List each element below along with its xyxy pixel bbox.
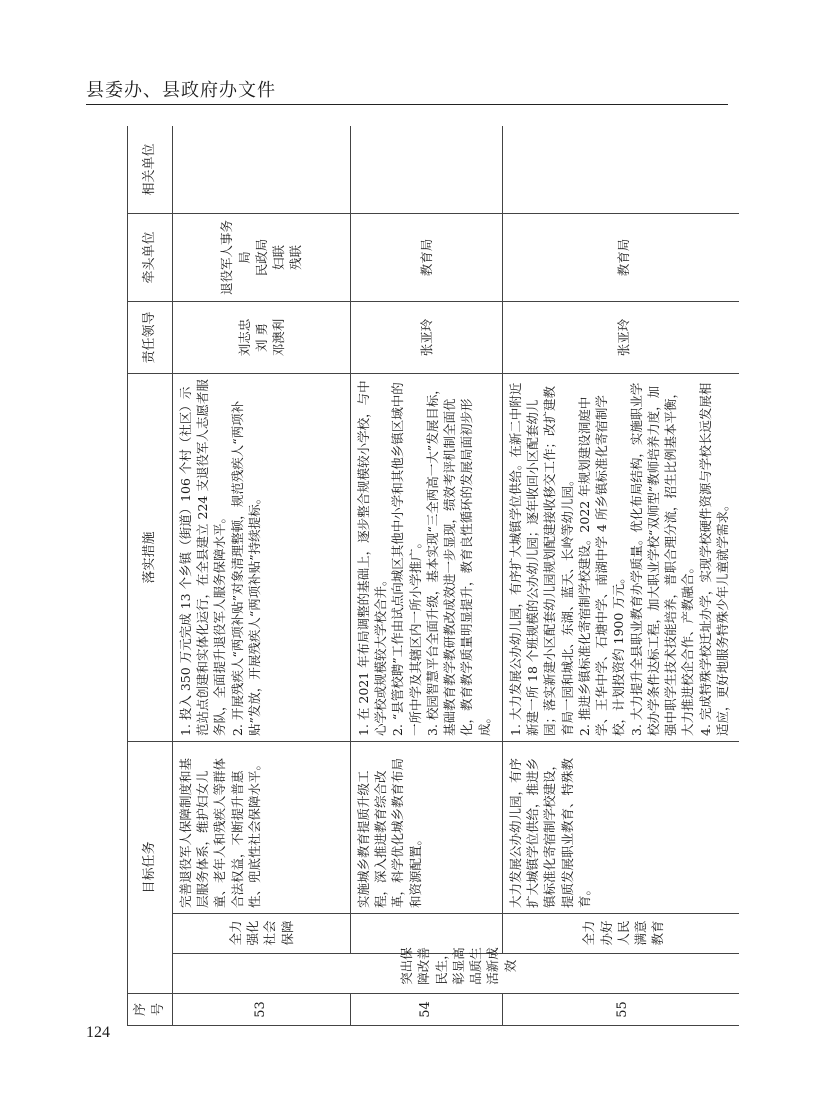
row-lead-unit: 退役军人事务局 民政局 妇联 残联 (172, 213, 350, 301)
header-rule (86, 104, 728, 105)
measure-item: 2. “县管校聘”工作由试点向城区其他中小学和其他乡镇区域中的一所中学及其辖区内一所小学推广。 (390, 382, 423, 736)
row-related (350, 126, 502, 213)
row-category: 全力办好人民满意教育 (502, 914, 739, 954)
header-target: 目标任务 (128, 741, 173, 993)
measure-item: 1. 在 2021 年布局调整的基础上，逐步整合规模较小学校，与中心学校或规模较大学校合并。 (355, 380, 389, 736)
row-measures (350, 373, 502, 741)
row-lead-unit: 教育局 (350, 213, 502, 301)
task-table (127, 126, 739, 1026)
row-measures (172, 373, 350, 741)
row-leader: 刘志忠 刘 勇 邓澳利 (172, 301, 350, 373)
row-measures (502, 373, 739, 741)
row-seq: 53 (172, 994, 350, 1026)
measure-item: 4. 完成特殊学校迁址办学，实现学校硬件资源与学校长远发展相适应，更好地服务特殊少年儿童就学需求。 (697, 382, 730, 736)
table-header-row (128, 126, 173, 1026)
row-leader: 张亚玲 (502, 301, 739, 373)
row-related (172, 126, 350, 213)
table-row (172, 126, 350, 1026)
measure-item: 1. 投入 350 万元完成 13 个乡镇（街道）106 个村（社区）示范站点创建和实体化运行，在全县建立 224 支退役军人志愿者服务队，全面提升退役军人服务保障水平。 (177, 379, 228, 736)
header-lead-unit: 牵头单位 (128, 213, 173, 301)
measure-item: 2. 开展残疾人“两项补贴”对象清理整顿，规范残疾人“两项补贴”发放，开展残疾人“两项补贴”持续提标。 (229, 400, 262, 736)
header-leader: 责任领导 (128, 301, 173, 373)
measure-item: 2. 推进乡镇标准化寄宿制学校建设。2022 年规划建设洞庭中学、王华中学、石塘中学、南湖中学 4 所乡镇标准化寄宿制学校，计划投资约 1900 万元。 (576, 395, 627, 736)
row-seq: 54 (350, 994, 502, 1026)
header-related: 相关单位 (128, 126, 173, 213)
row-seq: 55 (502, 994, 739, 1026)
row-related (502, 126, 739, 213)
table-row (350, 126, 502, 1026)
row-target: 大力发展公办幼儿园，有序扩大城镇学位供给，推进乡镇标准化寄宿制学校建设，提质发展职业教育、特殊教育。 (502, 741, 739, 913)
table-row (502, 126, 739, 1026)
row-target: 实施城乡教育提质升级工程，深入推进教育综合改革，科学优化城乡教育布局和资源配置。 (350, 741, 502, 913)
measure-item: 1. 大力发展公办幼儿园，有序扩大城镇学位供给。在新二中附近新建一所 18 个班规模的公办幼儿园；逐年收回小区配套幼儿园；落实新建小区配套幼儿园规划配建接收移交工作；改扩建教育局一园和城北、东湖、蓝天、长岭等幼儿园。 (507, 382, 575, 736)
group-title: 突出保障改善民生，彰显高品质生活新成效 (172, 954, 739, 994)
rotated-table-container (127, 126, 739, 1026)
header-measures: 落实措施 (128, 373, 173, 741)
row-lead-unit: 教育局 (502, 213, 739, 301)
document-header: 县委办、县政府办文件 (86, 80, 276, 101)
row-category: 全力强化社会保障 (172, 914, 350, 954)
measure-item: 3. 大力提升全县职业教育办学质量。优化布局结构，实施职业学校办学条件达标工程，加大职业学校“双师型”教师培养力度，加强中职学生技术技能培养，普职合理分流，招生比例基本平衡，大力推进校企合作、产教融合。 (628, 382, 696, 736)
page-number: 124 (86, 1024, 110, 1041)
row-leader: 张亚玲 (350, 301, 502, 373)
header-seq: 序号 (128, 994, 173, 1026)
row-target: 完善退役军人保障制度和基层服务体系，维护妇女儿童、老年人和残疾人等群体合法权益，不断提升普惠性、兜底性社会保障水平。 (172, 741, 350, 913)
measure-item: 3. 校园智慧平台全面升级，基本实现“三全两高一大”发展目标，基础教育教学教研教改成效进一步显现，绩效考评机制全面优化，教育教学质量明显提升，教育良性循环的发展局面初步形成。 (424, 382, 492, 736)
